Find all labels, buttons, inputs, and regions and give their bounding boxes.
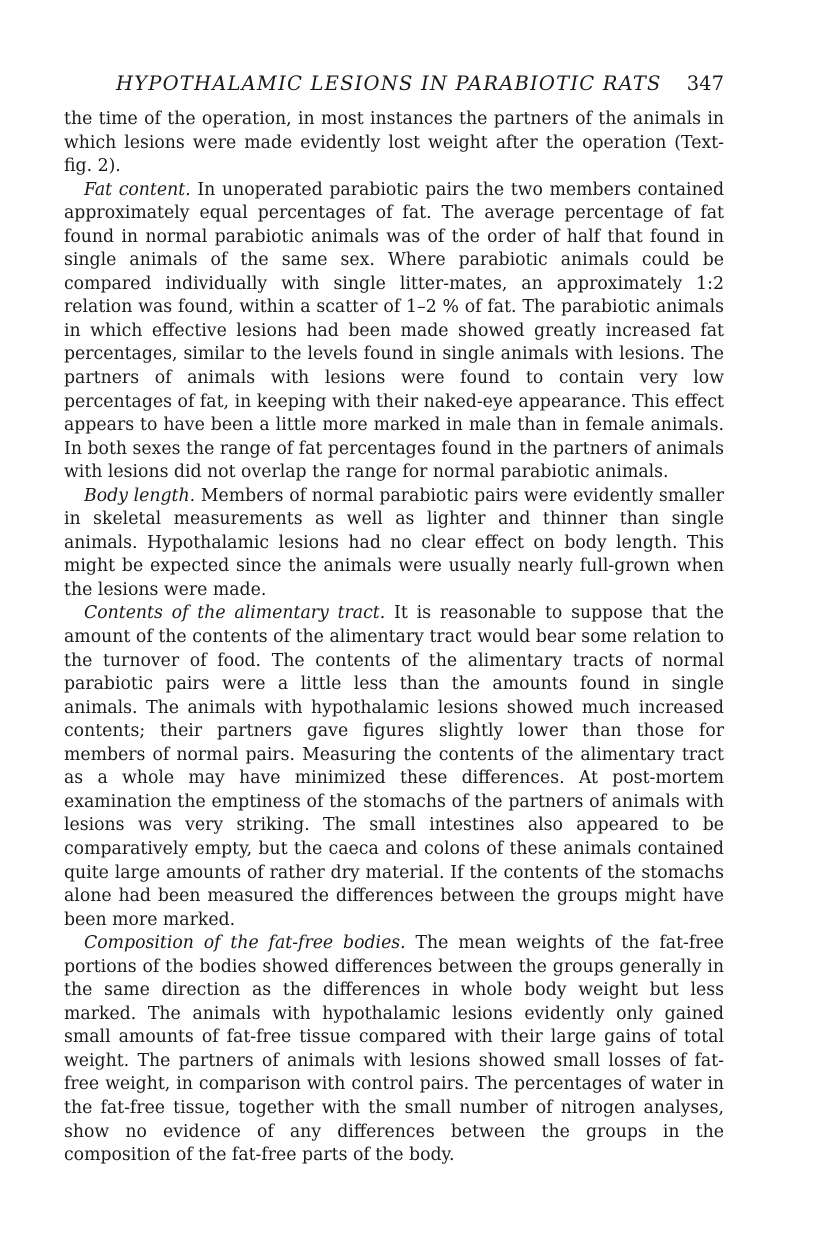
paragraph-heading: Composition of the fat-free bodies. [84, 933, 406, 954]
paragraph-text: Members of normal parabiotic pairs were evidently smaller in skeletal measurements as well as lighter and thinner than single animals. Hypothalamic lesions had no clear effect on body length. This might be expected since the animals were usually nearly full-grown when the lesions were made. [64, 485, 725, 600]
paragraph-text: In unoperated parabiotic pairs the two members contained approximately equal percentages of fat. The average percentage of fat found in normal parabiotic animals was of the order of half that found in single animals of the same sex. Where parabiotic animals could be compared individually with single litter-mates, an approximately 1:2 relation was found, within a scatter of 1–2 % of fat. The parabiotic animals in which effective lesions had been made showed greatly increased fat percentages, similar to the levels found in single animals with lesions. The partners of animals with lesions were found to contain very low percentages of fat, in keeping with their naked-eye appearance. This effect appears to have been a little more marked in male than in female animals. In both sexes the range of fat percentages found in the partners of animals with lesions did not overlap the range for normal parabiotic animals. [64, 179, 725, 483]
running-head [64, 72, 724, 102]
page [64, 72, 724, 1168]
paragraph-fat-content [64, 179, 724, 485]
body-text [64, 108, 724, 1168]
paragraph-text: The mean weights of the fat-free portions of the bodies showed differences between the groups generally in the same direction as the differences in whole body weight but less marked. The animals with hypothalamic lesions evidently only gained small amounts of fat-free tissue compared with their large gains of total weight. The partners of animals with lesions showed small losses of fat-free weight, in comparison with control pairs. The percentages of water in the fat-free tissue, together with the small number of nitrogen analyses, show no evidence of any differences between the groups in the composition of the fat-free parts of the body. [64, 933, 725, 1166]
paragraph-fat-free-bodies [64, 932, 724, 1167]
paragraph-text: the time of the operation, in most instances the partners of the animals in which lesions were made evidently lost weight after the operation (Text-fig. 2). [64, 109, 724, 177]
paragraph-body-length [64, 485, 724, 603]
running-title: HYPOTHALAMIC LESIONS IN PARABIOTIC RATS [116, 72, 662, 95]
paragraph-heading: Fat content. [84, 179, 191, 200]
paragraph-heading: Contents of the alimentary tract. [84, 603, 386, 624]
paragraph-heading: Body length. [84, 485, 196, 506]
paragraph-text: It is reasonable to suppose that the amount of the contents of the alimentary tract would bear some relation to the turnover of food. The contents of the alimentary tracts of normal parabiotic pairs were a little less than the amounts found in single animals. The animals with hypothalamic lesions showed much increased contents; their partners gave figures slightly lower than those for members of normal pairs. Measuring the contents of the alimentary tract as a whole may have minimized these differences. At post-mortem examination the emptiness of the stomachs of the partners of animals with lesions was very striking. The small intestines also appeared to be comparatively empty, but the caeca and colons of these animals contained quite large amounts of rather dry material. If the contents of the stomachs alone had been measured the differences between the groups might have been more marked. [64, 603, 724, 930]
paragraph-continuation [64, 108, 724, 179]
page-number: 347 [686, 72, 724, 95]
paragraph-alimentary-tract [64, 602, 724, 932]
